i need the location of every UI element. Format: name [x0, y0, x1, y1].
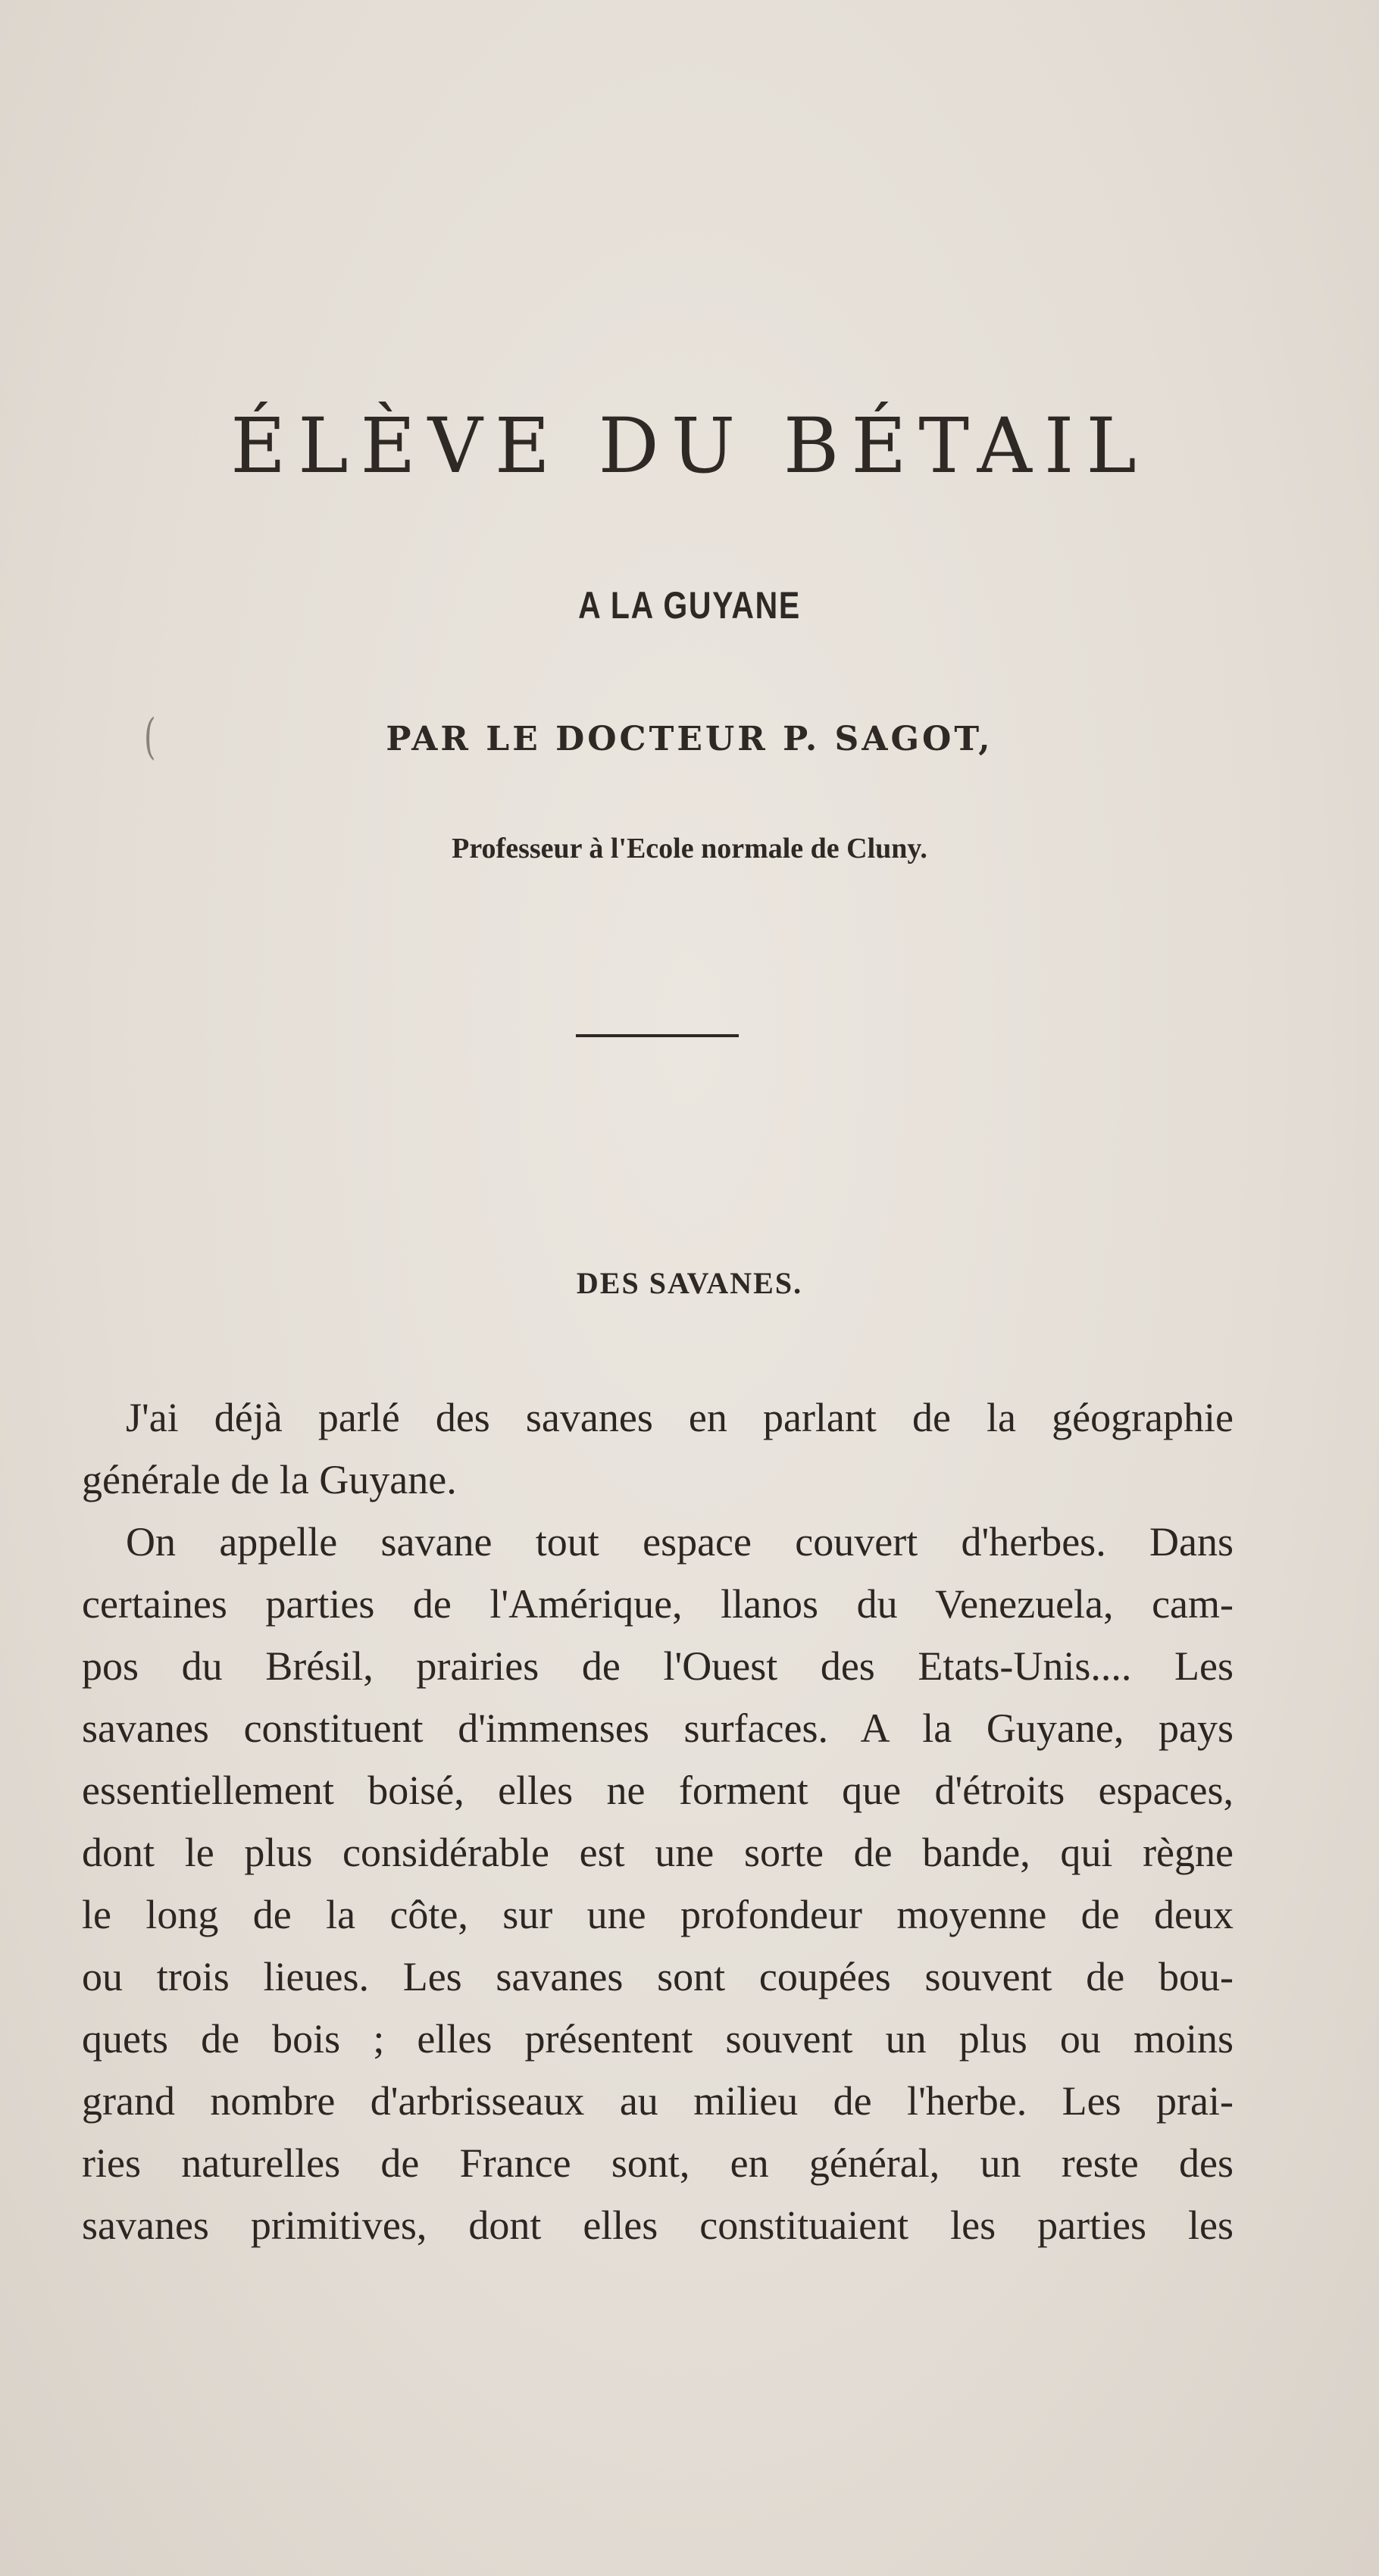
author-affiliation: Professeur à l'Ecole normale de Cluny. — [452, 833, 927, 864]
subtitle: A LA GUYANE — [578, 584, 801, 627]
title-divider — [576, 1034, 739, 1037]
body-line: générale de la Guyane. — [82, 1457, 457, 1502]
body-line: savanes constituent d'immenses surfaces. A la Guyane, pays — [82, 1705, 1234, 1751]
body-paragraphs — [82, 1386, 1234, 2256]
body-line: certaines parties de l'Amérique, llanos du Venezuela, cam- — [82, 1581, 1234, 1627]
body-line: ou trois lieues. Les savanes sont coupées souvent de bou- — [82, 1954, 1234, 1999]
body-line: le long de la côte, sur une profondeur moyenne de deux — [82, 1892, 1234, 1937]
body-line: dont le plus considérable est une sorte de bande, qui règne — [82, 1830, 1234, 1875]
body-line: essentiellement boisé, elles ne forment que d'étroits espaces, — [82, 1768, 1234, 1813]
body-line: ries naturelles de France sont, en général, un reste des — [82, 2140, 1234, 2186]
margin-mark: ( — [144, 709, 156, 765]
body-line: grand nombre d'arbrisseaux au milieu de l'herbe. Les prai- — [82, 2078, 1234, 2124]
body-line: savanes primitives, dont elles constituaient les parties les — [82, 2202, 1234, 2248]
body-line: quets de bois ; elles présentent souvent un plus ou moins — [82, 2016, 1234, 2062]
body-line: pos du Brésil, prairies de l'Ouest des Etats-Unis.... Les — [82, 1643, 1234, 1689]
body-line: J'ai déjà parlé des savanes en parlant de la géographie — [126, 1395, 1234, 1440]
body-line: On appelle savane tout espace couvert d'herbes. Dans — [126, 1519, 1234, 1565]
section-heading: DES SAVANES. — [576, 1266, 803, 1300]
author-line: PAR LE DOCTEUR P. SAGOT, — [386, 720, 993, 758]
main-title: ÉLÈVE DU BÉTAIL — [230, 402, 1149, 490]
